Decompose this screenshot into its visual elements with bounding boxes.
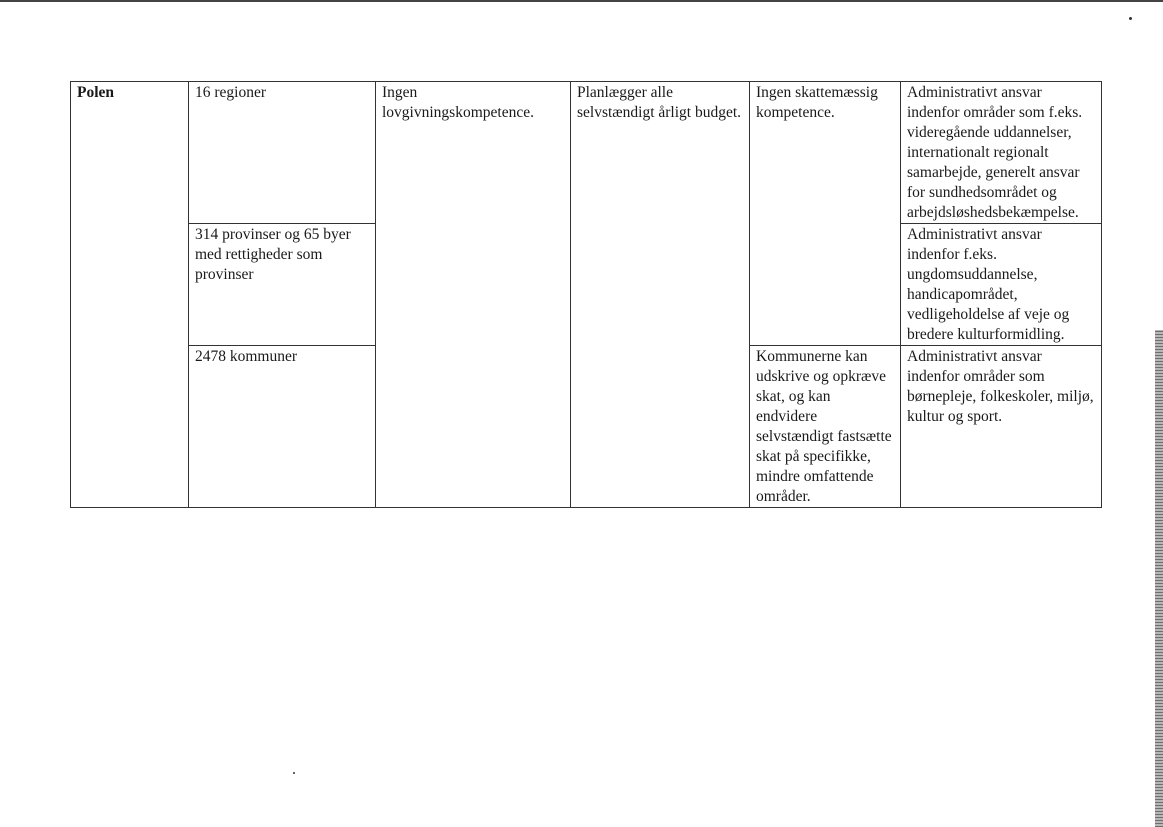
scan-top-rule [0, 0, 1163, 2]
tax-competence-cell: Ingen skattemæssig kompetence. [750, 82, 901, 346]
table-row [71, 82, 1102, 224]
admin-responsibility-regions: Administrativt ansvar indenfor områder som f.eks. videregående uddannelser, internationalt regionalt samarbejde, generelt ansvar for sundhedsområdet og arbejdsløshedsbekæmpelse. [901, 82, 1102, 224]
budget-cell: Planlægger alle selvstændigt årligt budget. [571, 82, 750, 508]
level-cell-regions: 16 regioner [189, 82, 376, 224]
governance-table [70, 81, 1102, 508]
scan-right-edge [1155, 330, 1163, 827]
country-cell: Polen [71, 82, 189, 508]
scan-speck [293, 772, 295, 774]
scan-speck [1129, 17, 1132, 20]
legislative-competence-cell: Ingen lovgivningskompetence. [376, 82, 571, 508]
admin-responsibility-municipalities: Administrativt ansvar indenfor områder som børnepleje, folkeskoler, miljø, kultur og sport. [901, 346, 1102, 508]
admin-responsibility-provinces: Administrativt ansvar indenfor f.eks. ungdomsuddannelse, handicapområdet, vedligeholdelse af veje og bredere kulturformidling. [901, 224, 1102, 346]
tax-competence-municipal-cell: Kommunerne kan udskrive og opkræve skat, og kan endvidere selvstændigt fastsætte skat på specifikke, mindre omfattende områder. [750, 346, 901, 508]
level-cell-provinces: 314 provinser og 65 byer med rettigheder som provinser [189, 224, 376, 346]
level-cell-municipalities: 2478 kommuner [189, 346, 376, 508]
